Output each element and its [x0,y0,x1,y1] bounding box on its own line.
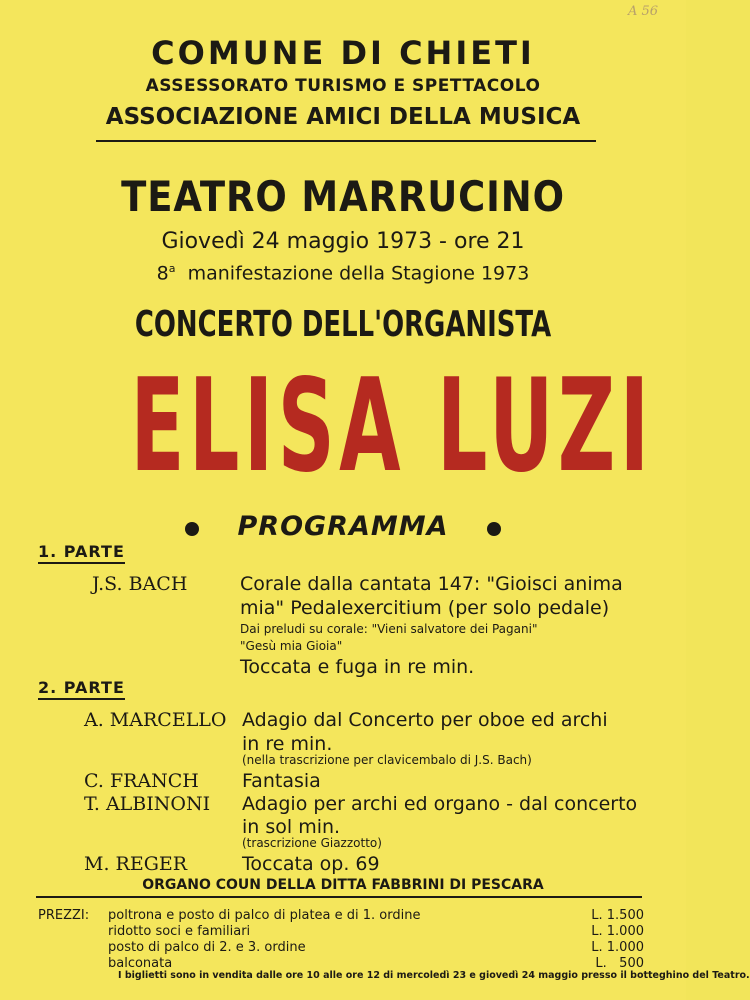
part2-marcello-line2: in re min. [242,733,333,755]
price-value-palco: L. 1.000 [591,940,644,955]
associazione-heading: ASSOCIAZIONE AMICI DELLA MUSICA [105,104,581,130]
artist-name: ELISA LUZI [130,352,654,501]
bullet-right [487,522,501,536]
part1-composer: J.S. BACH [92,573,188,595]
price-value-poltrona: L. 1.500 [591,908,644,923]
part2-label: 2. PARTE [38,678,125,700]
part2-albinoni-line2: in sol min. [242,816,341,838]
price-item-ridotto: ridotto soci e familiari [108,924,251,939]
corner-note: A 56 [627,4,658,19]
price-item-balconata: balconata [108,956,173,971]
price-value-balconata: L. 500 [595,956,644,971]
part1-work-line1: Corale dalla cantata 147: "Gioisci anima [240,573,623,595]
ticket-info: I biglietti sono in vendita dalle ore 10 alle ore 12 di mercoledì 23 e giovedì 24 maggio presso il botteghino del Teatro. [118,970,750,981]
organ-credit: ORGANO COUN DELLA DITTA FABBRINI DI PESCARA [142,877,544,893]
event-description [0,262,686,284]
comune-heading: COMUNE DI CHIETI [151,34,535,72]
event-date: Giovedì 24 maggio 1973 - ore 21 [161,229,525,254]
part2-franch-line1: Fantasia [242,770,321,792]
part2-reger-line1: Toccata op. 69 [242,853,380,875]
event-sup: a [168,262,176,275]
part1-work-line3: Toccata e fuga in re min. [240,656,475,678]
programma-heading [0,511,686,542]
event-number: 8 [156,262,169,285]
part1-note-line1: Dai preludi su corale: "Vieni salvatore dei Pagani" [240,622,538,636]
part2-marcello-line1: Adagio dal Concerto per oboe ed archi [242,709,608,731]
part2-composer-marcello: A. MARCELLO [84,709,227,731]
event-text: manifestazione della Stagione 1973 [187,262,530,285]
part2-marcello-note: (nella trascrizione per clavicembalo di J.S. Bach) [242,753,532,767]
part2-composer-franch: C. FRANCH [84,770,199,792]
header-divider [96,140,596,142]
price-value-ridotto: L. 1.000 [591,924,644,939]
part1-work-line2: mia" Pedalexercitium (per solo pedale) [240,597,610,619]
part2-composer-reger: M. REGER [84,853,188,875]
part2-albinoni-note: (trascrizione Giazzotto) [242,836,382,850]
prices-divider [36,896,642,898]
assessorato-heading: ASSESSORATO TURISMO E SPETTACOLO [145,76,541,96]
part1-note-line2: "Gesù mia Gioia" [240,639,343,653]
price-item-palco: posto di palco di 2. e 3. ordine [108,940,306,955]
part2-albinoni-line1: Adagio per archi ed organo - dal concerto [242,793,638,815]
programma-label: PROGRAMMA [237,511,449,542]
concert-subtitle: CONCERTO DELL'ORGANISTA [134,304,552,345]
venue-title: TEATRO MARRUCINO [121,172,565,221]
part1-label: 1. PARTE [38,542,125,564]
price-item-poltrona: poltrona e posto di palco di platea e di 1. ordine [108,908,421,923]
prices-label: PREZZI: [38,908,90,923]
bullet-left [185,522,199,536]
part2-composer-albinoni: T. ALBINONI [84,793,211,815]
